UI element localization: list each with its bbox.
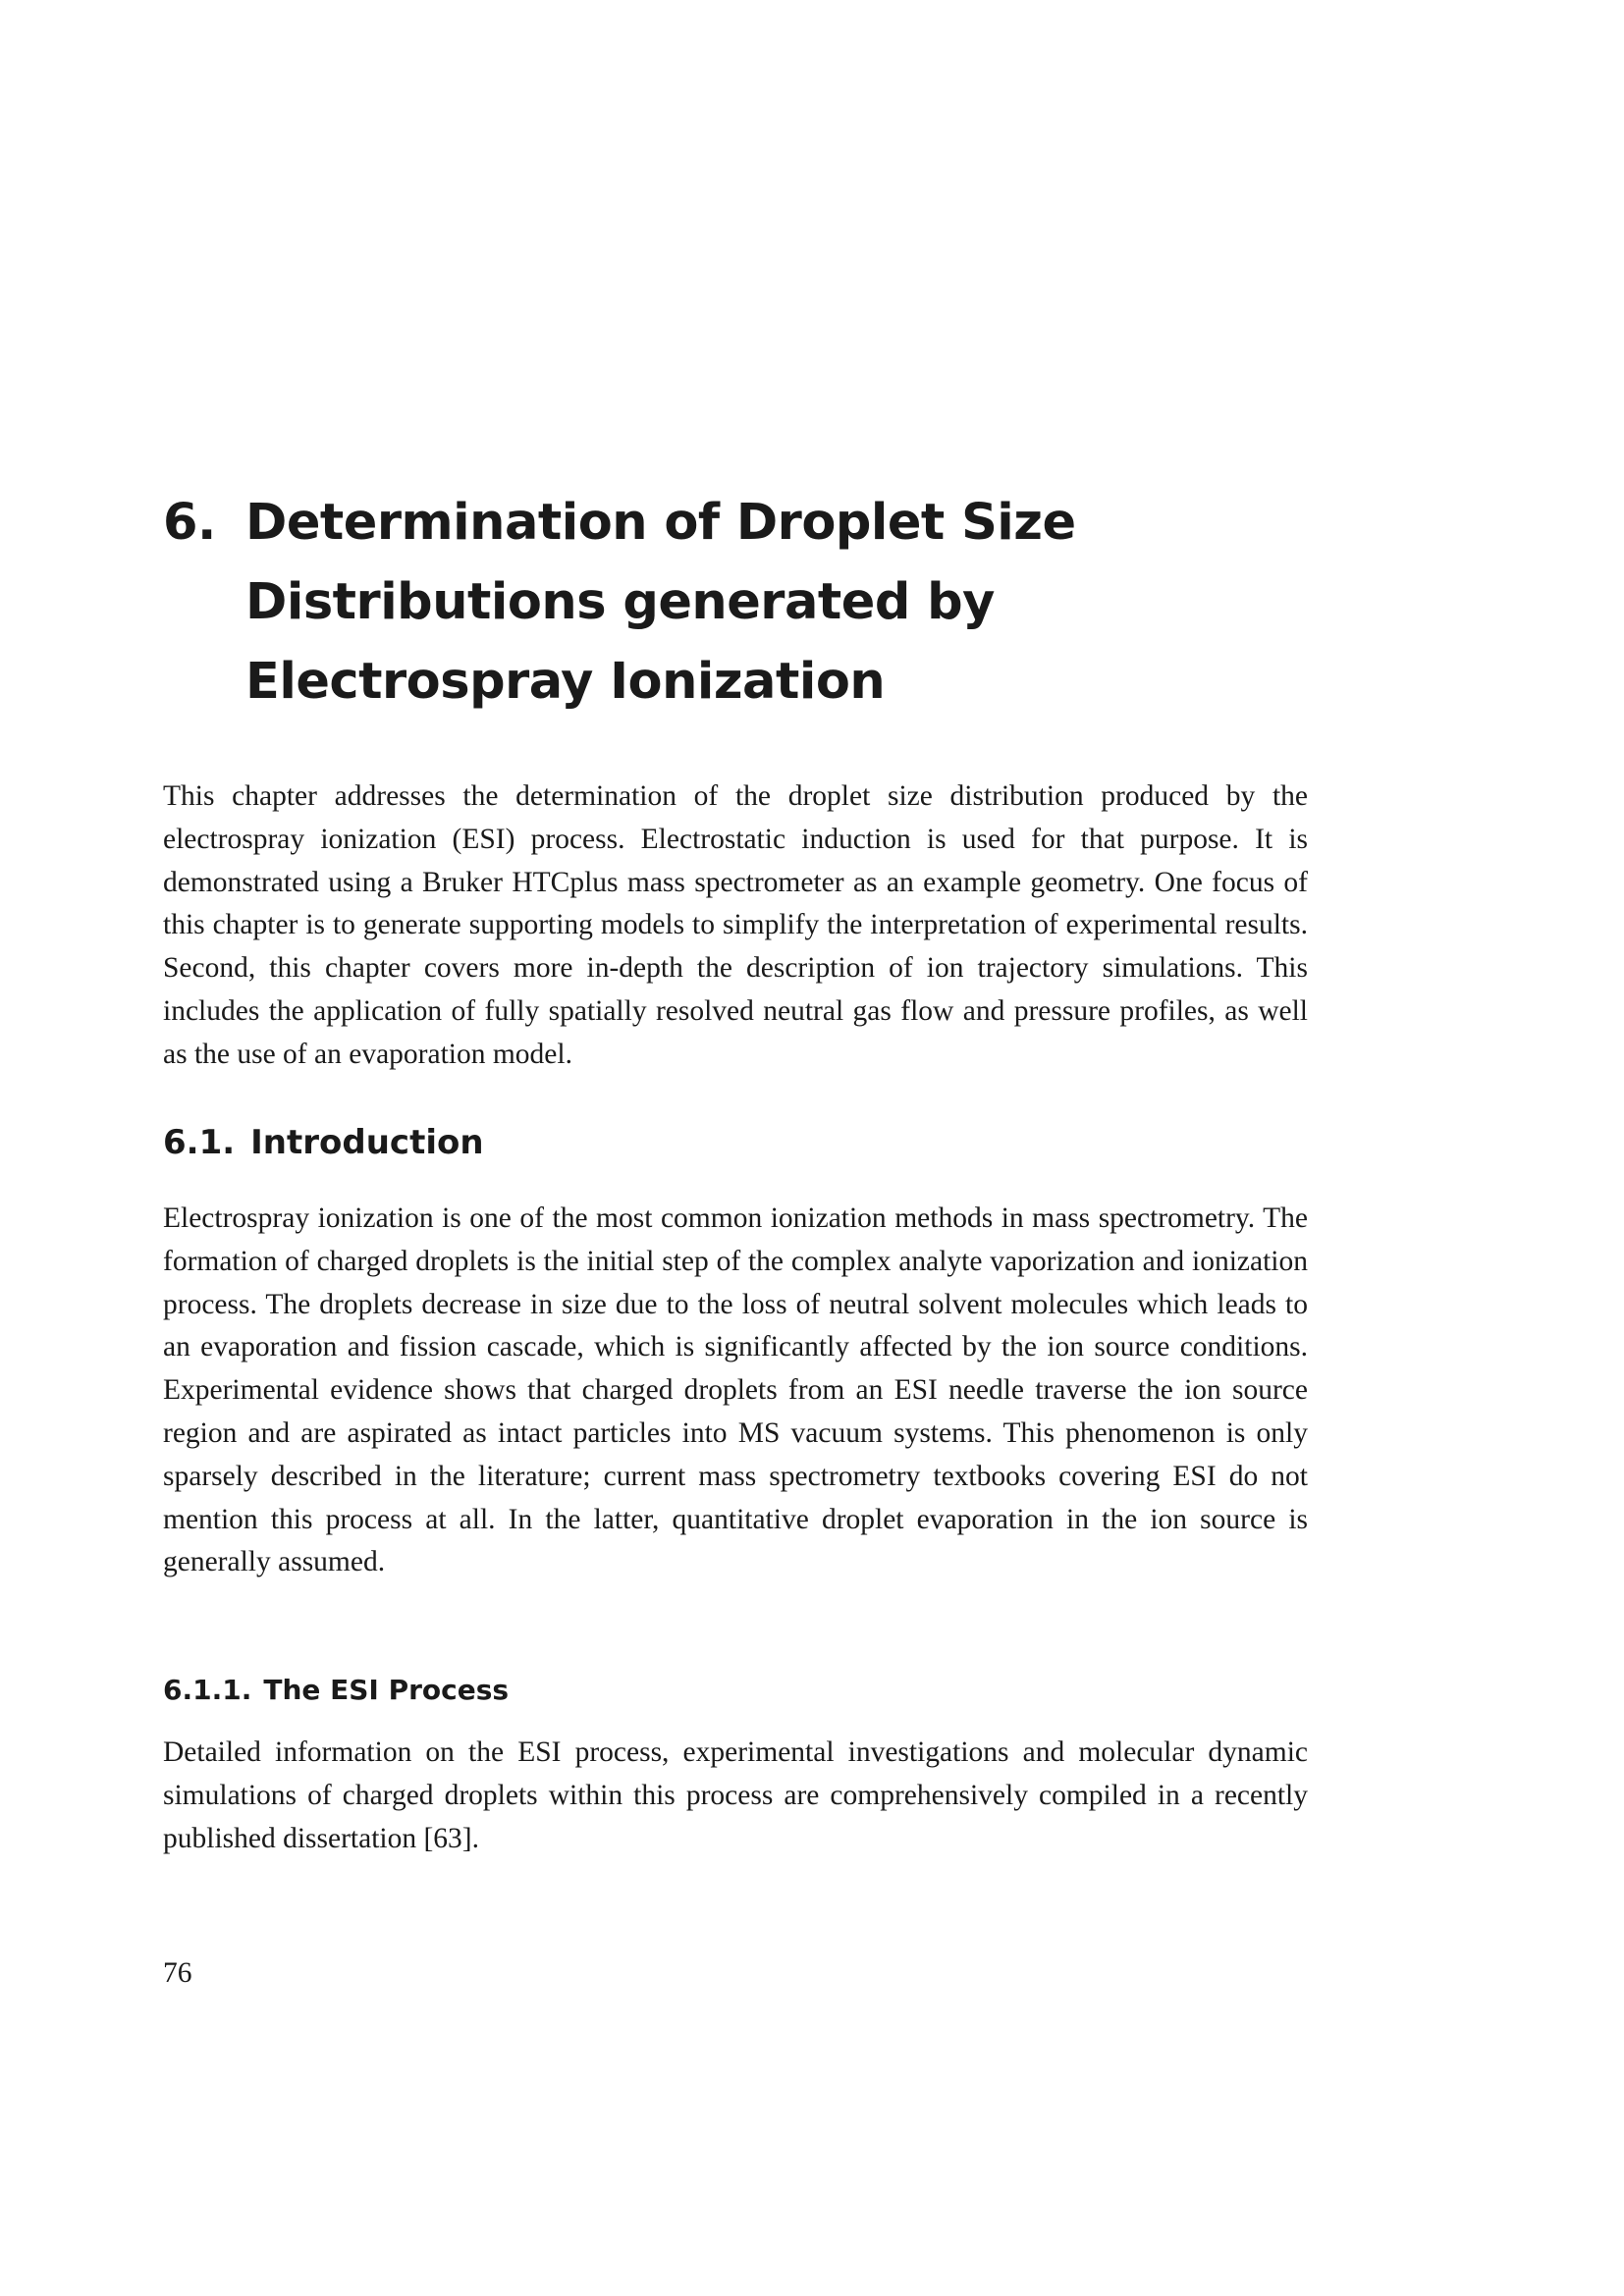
chapter-heading — [163, 483, 1322, 721]
subsection-title: The ESI Process — [263, 1674, 510, 1706]
section-title: Introduction — [250, 1123, 484, 1162]
chapter-title: Determination of Droplet Size Distributions generated by Electrospray Ionization — [245, 494, 1076, 711]
subsection-paragraph: Detailed information on the ESI process, experimental investigations and molecular dynamic simulations of charged droplets within this process are comprehensively compiled in a recently published dissertation [63]. — [163, 1736, 1308, 1854]
chapter-number: 6. — [163, 494, 216, 552]
subsection-heading — [163, 1671, 509, 1710]
page-number: 76 — [163, 1957, 192, 1989]
section-heading — [163, 1121, 484, 1164]
subsection-number: 6.1.1. — [163, 1674, 252, 1706]
section-number: 6.1. — [163, 1123, 236, 1162]
chapter-intro-paragraph: This chapter addresses the determination of the droplet size distribution produced by the electrospray ionization (ESI) process. Electrostatic induction is used for that purpose. It is demonstrated using a Bruker HTCplus mass spectrometer as an example geometry. One focus of this chapter is to generate supporting models to simplify the interpretation of experimental results. Second, this chapter covers more in-depth the description of ion trajectory simulations. This includes the application of fully spatially resolved neutral gas flow and pressure profiles, as well as the use of an evaporation model. — [163, 780, 1308, 1070]
section-paragraph: Electrospray ionization is one of the most common ionization methods in mass spectrometry. The formation of charged droplets is the initial step of the complex analyte vaporization and ionization process. The droplets decrease in size due to the loss of neutral solvent molecules which leads to an evaporation and fission cascade, which is significantly affected by the ion source conditions. Experimental evidence shows that charged droplets from an ESI needle traverse the ion source region and are aspirated as intact particles into MS vacuum systems. This phenomenon is only sparsely described in the literature; current mass spectrometry textbooks covering ESI do not mention this process at all. In the latter, quantitative droplet evaporation in the ion source is generally assumed. — [163, 1202, 1308, 1578]
